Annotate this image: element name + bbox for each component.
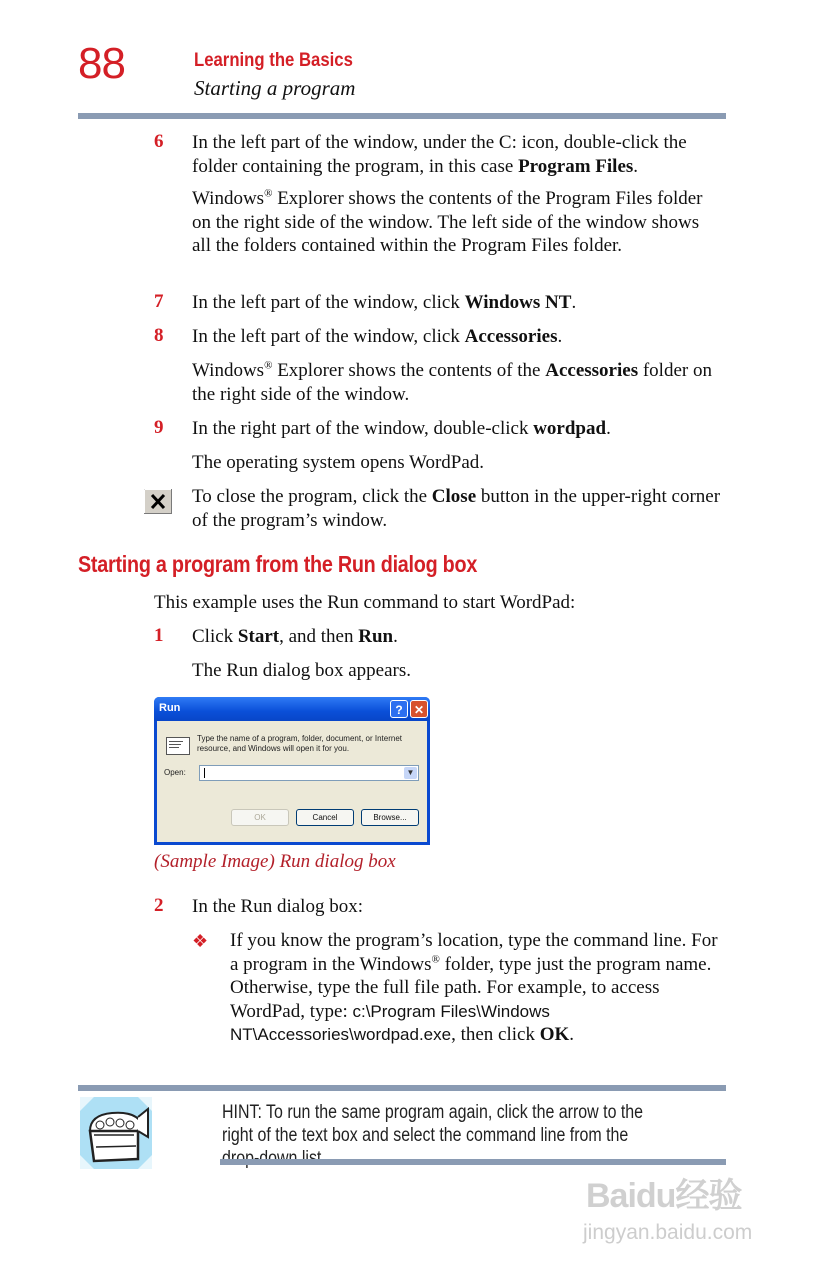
watermark-url: jingyan.baidu.com <box>583 1221 753 1244</box>
step-number: 2 <box>154 895 164 916</box>
step-number: 9 <box>154 417 164 438</box>
bullet-text: If you know the program’s location, type the command line. For a program in the Windows® folder, type just the program name. Otherwise, type the full file path. For example, to access WordPad, type: c:\Program Files\Windows NT\Accessories\wordpad.exe, then click OK. <box>230 930 718 1045</box>
paragraph: Windows® Explorer shows the contents of the Accessories folder on the right side of the window. <box>192 359 712 405</box>
step-number: 1 <box>154 625 164 646</box>
dialog-title: Run <box>159 702 181 714</box>
step-text: Click Start, and then Run. <box>192 626 398 647</box>
ok-button[interactable]: OK <box>231 809 289 826</box>
dialog-titlebar <box>154 697 430 721</box>
figure-caption: (Sample Image) Run dialog box <box>154 851 396 872</box>
step-text: In the left part of the window, click Accessories. <box>192 326 563 347</box>
help-button[interactable]: ? <box>390 700 408 718</box>
header-rule <box>78 113 726 119</box>
text-cursor <box>204 768 205 778</box>
run-dialog <box>154 697 430 845</box>
bullet-icon: ❖ <box>192 931 209 951</box>
step-number: 8 <box>154 325 164 346</box>
paragraph: The Run dialog box appears. <box>192 660 411 681</box>
dropdown-arrow-icon[interactable]: ▼ <box>404 767 417 779</box>
step-text: In the right part of the window, double-click wordpad. <box>192 418 611 439</box>
step-text: In the left part of the window, click Windows NT. <box>192 292 577 313</box>
paragraph: The operating system opens WordPad. <box>192 452 485 473</box>
step-text: In the left part of the window, under the C: icon, double-click the folder containing the program, in this case Program Files. <box>192 132 687 177</box>
hint-rule-top <box>78 1085 726 1091</box>
open-input[interactable] <box>199 765 419 781</box>
hint-rule-bottom <box>220 1159 726 1165</box>
intro-text: This example uses the Run command to start WordPad: <box>154 592 576 613</box>
dialog-body <box>157 721 427 842</box>
cancel-button[interactable]: Cancel <box>296 809 354 826</box>
dialog-close-button[interactable]: ✕ <box>410 700 428 718</box>
page-number: 88 <box>78 39 125 88</box>
watermark-logo: Baidu经验 <box>586 1177 742 1215</box>
chapter-title: Learning the Basics <box>194 50 353 71</box>
treasure-chest-icon <box>80 1097 152 1169</box>
paragraph: Windows® Explorer shows the contents of the Program Files folder on the right side of the window. The left side of the window shows all the folders contained within the Program Files folder. <box>192 187 703 256</box>
step-text: In the Run dialog box: <box>192 896 363 917</box>
dialog-message: Type the name of a program, folder, document, or Internet resource, and Windows will open it for you. <box>197 734 403 753</box>
hint-text: HINT: To run the same program again, click the arrow to the right of the text box and select the command line from the <box>222 1102 644 1146</box>
section-heading: Starting a program from the Run dialog box <box>78 551 478 577</box>
browse-button[interactable]: Browse... <box>361 809 419 826</box>
open-label: Open: <box>164 768 186 777</box>
close-note: To close the program, click the Close button in the upper-right corner of the program’s window. <box>192 486 721 531</box>
step-number: 7 <box>154 291 164 312</box>
section-title: Starting a program <box>194 76 356 100</box>
run-icon <box>166 737 190 755</box>
step-number: 6 <box>154 131 164 152</box>
close-icon <box>144 489 172 514</box>
